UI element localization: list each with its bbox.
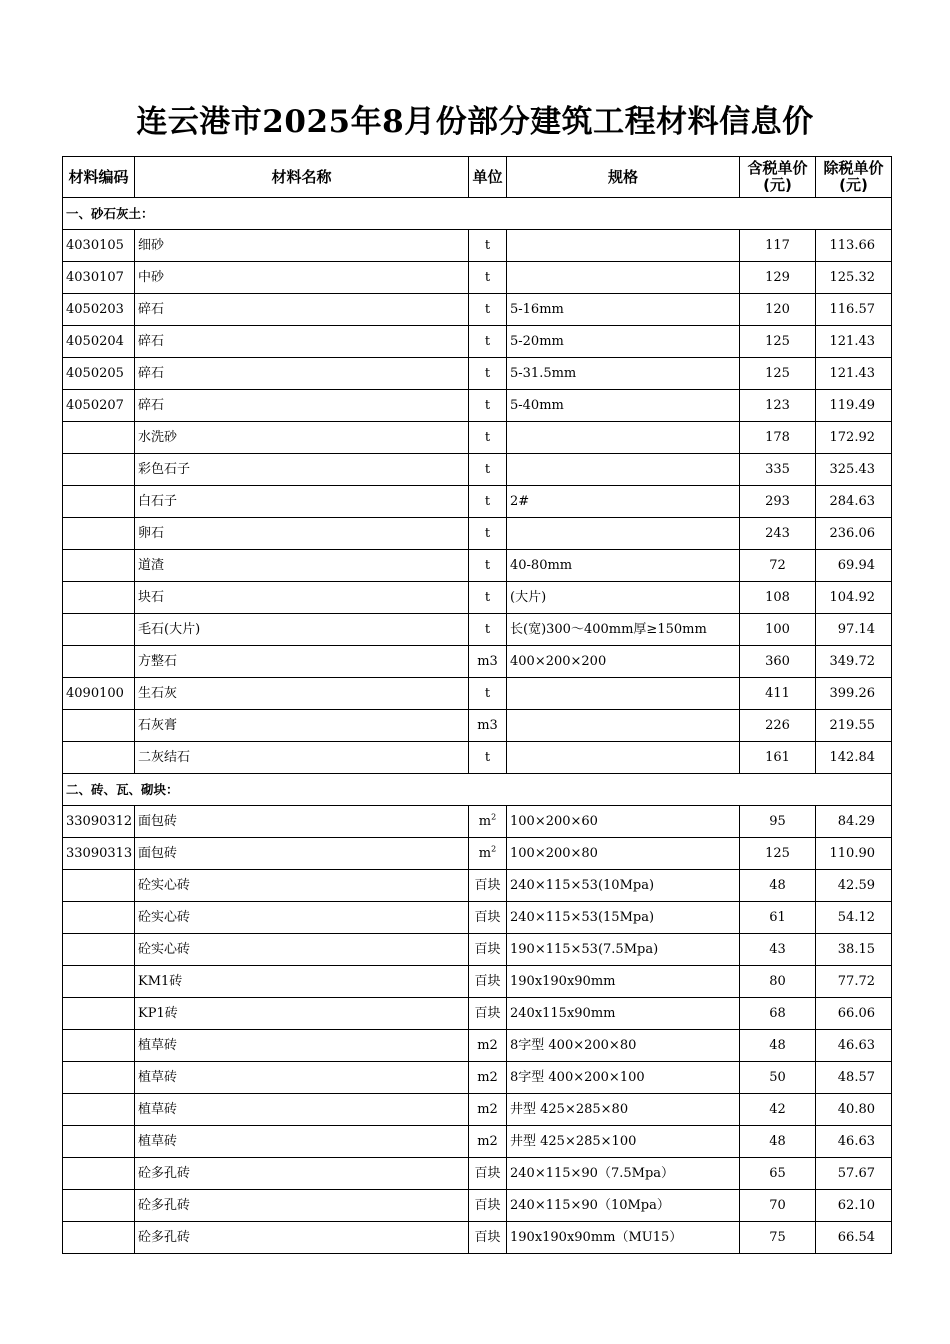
cell-unit: m2 [469,1094,507,1126]
cell-price-net: 77.72 [816,966,892,998]
cell-unit: m2 [469,1062,507,1094]
cell-unit: 百块 [469,934,507,966]
table-row [63,806,892,838]
cell-price-net: 69.94 [816,550,892,582]
cell-price-net: 66.06 [816,998,892,1030]
cell-spec [507,230,740,262]
cell-name: 面包砖 [135,806,469,838]
cell-spec: 240×115×53(15Mpa) [507,902,740,934]
cell-price-net: 113.66 [816,230,892,262]
section-title: 一、砂石灰土： [63,198,892,230]
cell-price-net: 48.57 [816,1062,892,1094]
cell-price-net: 399.26 [816,678,892,710]
cell-price-tax: 360 [740,646,816,678]
cell-price-net: 46.63 [816,1030,892,1062]
cell-spec: 8字型 400×200×100 [507,1062,740,1094]
cell-spec: 5-16mm [507,294,740,326]
cell-unit: 百块 [469,902,507,934]
cell-code: 4050205 [63,358,135,390]
section-row [63,774,892,806]
cell-name: 方整石 [135,646,469,678]
cell-code: 33090313 [63,838,135,870]
cell-price-tax: 178 [740,422,816,454]
cell-price-net: 219.55 [816,710,892,742]
table-row [63,326,892,358]
cell-price-net: 66.54 [816,1222,892,1254]
cell-code [63,742,135,774]
cell-spec [507,742,740,774]
cell-price-net: 40.80 [816,1094,892,1126]
cell-spec: 40-80mm [507,550,740,582]
cell-price-tax: 70 [740,1190,816,1222]
cell-name: 彩色石子 [135,454,469,486]
cell-unit: t [469,358,507,390]
table-row [63,1126,892,1158]
cell-spec: 长(宽)300～400mm厚≥150mm [507,614,740,646]
cell-unit: m3 [469,646,507,678]
cell-unit: t [469,230,507,262]
cell-code [63,422,135,454]
header-code: 材料编码 [63,157,135,198]
cell-unit: m2 [469,1126,507,1158]
cell-price-net: 38.15 [816,934,892,966]
table-row [63,358,892,390]
cell-price-net: 46.63 [816,1126,892,1158]
cell-spec: 8字型 400×200×80 [507,1030,740,1062]
section-row [63,198,892,230]
cell-price-tax: 75 [740,1222,816,1254]
cell-spec: 2# [507,486,740,518]
cell-code [63,966,135,998]
cell-name: 碎石 [135,390,469,422]
cell-code [63,1126,135,1158]
cell-price-net: 116.57 [816,294,892,326]
cell-spec: 190×115×53(7.5Mpa) [507,934,740,966]
table-row [63,262,892,294]
cell-code [63,518,135,550]
table-row [63,1030,892,1062]
cell-name: 细砂 [135,230,469,262]
cell-price-net: 54.12 [816,902,892,934]
cell-code: 4050203 [63,294,135,326]
cell-price-tax: 129 [740,262,816,294]
table-row [63,870,892,902]
table-row [63,614,892,646]
cell-price-tax: 120 [740,294,816,326]
cell-name: 碎石 [135,326,469,358]
cell-price-tax: 125 [740,358,816,390]
table-row [63,390,892,422]
cell-code: 4050204 [63,326,135,358]
header-price-tax: 含税单价(元) [740,157,816,198]
cell-spec [507,262,740,294]
cell-name: 石灰膏 [135,710,469,742]
cell-unit: t [469,262,507,294]
cell-name: 水洗砂 [135,422,469,454]
cell-code [63,1190,135,1222]
cell-code [63,486,135,518]
cell-name: 砼实心砖 [135,870,469,902]
cell-spec: 100×200×80 [507,838,740,870]
cell-price-net: 121.43 [816,326,892,358]
cell-unit [469,806,507,838]
cell-price-tax: 68 [740,998,816,1030]
header-spec: 规格 [507,157,740,198]
cell-price-tax: 100 [740,614,816,646]
cell-price-tax: 161 [740,742,816,774]
cell-name: 植草砖 [135,1126,469,1158]
cell-name: 中砂 [135,262,469,294]
table-row [63,422,892,454]
table-row [63,838,892,870]
cell-unit: 百块 [469,1222,507,1254]
cell-name: KP1砖 [135,998,469,1030]
table-row [63,902,892,934]
cell-unit: t [469,390,507,422]
table-row [63,454,892,486]
cell-price-net: 172.92 [816,422,892,454]
cell-name: 植草砖 [135,1030,469,1062]
table-row [63,1062,892,1094]
cell-unit: 百块 [469,1190,507,1222]
cell-price-tax: 411 [740,678,816,710]
table-row [63,1094,892,1126]
cell-code: 33090312 [63,806,135,838]
unit-superscript: 2 [491,844,497,854]
cell-spec: 240x115x90mm [507,998,740,1030]
cell-price-net: 236.06 [816,518,892,550]
cell-name: 砼多孔砖 [135,1190,469,1222]
cell-price-tax: 108 [740,582,816,614]
table-row [63,678,892,710]
cell-spec: 240×115×90（7.5Mpa） [507,1158,740,1190]
cell-code: 4030107 [63,262,135,294]
cell-name: 砼实心砖 [135,934,469,966]
cell-code [63,646,135,678]
cell-price-tax: 293 [740,486,816,518]
cell-code [63,1030,135,1062]
table-header [63,157,892,198]
cell-price-net: 84.29 [816,806,892,838]
cell-unit: 百块 [469,870,507,902]
cell-code [63,902,135,934]
cell-spec: 190x190x90mm [507,966,740,998]
cell-spec: 400×200×200 [507,646,740,678]
cell-name: 道渣 [135,550,469,582]
cell-name: 白石子 [135,486,469,518]
cell-spec: 5-20mm [507,326,740,358]
cell-price-tax: 72 [740,550,816,582]
cell-spec [507,678,740,710]
cell-spec: 5-40mm [507,390,740,422]
cell-spec [507,422,740,454]
cell-spec [507,710,740,742]
table-row [63,646,892,678]
cell-price-net: 104.92 [816,582,892,614]
table-row [63,230,892,262]
cell-price-tax: 243 [740,518,816,550]
cell-price-tax: 43 [740,934,816,966]
cell-price-tax: 48 [740,1030,816,1062]
cell-spec: 井型 425×285×80 [507,1094,740,1126]
table-row [63,710,892,742]
table-row [63,1222,892,1254]
header-price-net: 除税单价(元) [816,157,892,198]
cell-spec: 240×115×53(10Mpa) [507,870,740,902]
cell-price-net: 57.67 [816,1158,892,1190]
cell-code [63,998,135,1030]
cell-unit: m3 [469,710,507,742]
cell-name: 二灰结石 [135,742,469,774]
cell-spec: 100×200×60 [507,806,740,838]
cell-unit: t [469,326,507,358]
cell-price-tax: 335 [740,454,816,486]
cell-unit: 百块 [469,998,507,1030]
cell-price-net: 62.10 [816,1190,892,1222]
cell-price-net: 349.72 [816,646,892,678]
cell-price-tax: 42 [740,1094,816,1126]
cell-unit: t [469,678,507,710]
cell-price-tax: 48 [740,1126,816,1158]
cell-name: 植草砖 [135,1062,469,1094]
cell-code: 4030105 [63,230,135,262]
cell-price-tax: 117 [740,230,816,262]
unit-superscript: 2 [491,812,497,822]
section-title: 二、砖、瓦、砌块： [63,774,892,806]
cell-name: 生石灰 [135,678,469,710]
cell-name: 卵石 [135,518,469,550]
cell-price-net: 42.59 [816,870,892,902]
cell-code [63,454,135,486]
cell-code [63,870,135,902]
cell-unit: t [469,454,507,486]
table-row [63,518,892,550]
header-name: 材料名称 [135,157,469,198]
cell-name: 砼实心砖 [135,902,469,934]
cell-spec: 240×115×90（10Mpa） [507,1190,740,1222]
cell-unit: t [469,614,507,646]
table-row [63,1158,892,1190]
cell-price-net: 121.43 [816,358,892,390]
cell-spec [507,454,740,486]
cell-name: 毛石(大片) [135,614,469,646]
cell-price-net: 110.90 [816,838,892,870]
table-row [63,966,892,998]
cell-price-tax: 65 [740,1158,816,1190]
table-row [63,582,892,614]
cell-code [63,614,135,646]
table-row [63,934,892,966]
cell-price-net: 125.32 [816,262,892,294]
cell-code [63,710,135,742]
price-table [62,156,892,1254]
table-row [63,294,892,326]
cell-code [63,1222,135,1254]
cell-code [63,1062,135,1094]
cell-unit: t [469,422,507,454]
cell-code [63,1094,135,1126]
table-row [63,550,892,582]
cell-code [63,1158,135,1190]
cell-name: 碎石 [135,294,469,326]
cell-unit: t [469,486,507,518]
cell-unit: t [469,294,507,326]
cell-spec: 井型 425×285×100 [507,1126,740,1158]
cell-price-tax: 226 [740,710,816,742]
cell-name: 砼多孔砖 [135,1222,469,1254]
cell-unit: t [469,518,507,550]
cell-name: 砼多孔砖 [135,1158,469,1190]
cell-unit: t [469,582,507,614]
unit-text: m [478,845,492,861]
cell-price-tax: 125 [740,838,816,870]
cell-price-tax: 125 [740,326,816,358]
cell-code: 4050207 [63,390,135,422]
cell-code [63,582,135,614]
page-title: 连云港市2025年8月份部分建筑工程材料信息价 [136,104,814,140]
cell-price-tax: 80 [740,966,816,998]
cell-name: 植草砖 [135,1094,469,1126]
cell-spec [507,518,740,550]
cell-code: 4090100 [63,678,135,710]
header-unit: 单位 [469,157,507,198]
cell-name: 面包砖 [135,838,469,870]
cell-price-net: 142.84 [816,742,892,774]
cell-unit: t [469,550,507,582]
cell-unit: m2 [469,1030,507,1062]
cell-name: 碎石 [135,358,469,390]
cell-price-tax: 61 [740,902,816,934]
cell-price-net: 119.49 [816,390,892,422]
cell-price-tax: 50 [740,1062,816,1094]
unit-text: m [478,813,492,829]
cell-unit: 百块 [469,1158,507,1190]
cell-spec: 5-31.5mm [507,358,740,390]
cell-price-net: 284.63 [816,486,892,518]
table-row [63,1190,892,1222]
cell-price-net: 325.43 [816,454,892,486]
cell-spec: (大片) [507,582,740,614]
cell-code [63,934,135,966]
cell-code [63,550,135,582]
cell-name: KM1砖 [135,966,469,998]
table-row [63,998,892,1030]
cell-spec: 190x190x90mm（MU15） [507,1222,740,1254]
cell-unit: t [469,742,507,774]
cell-price-net: 97.14 [816,614,892,646]
cell-price-tax: 123 [740,390,816,422]
cell-price-tax: 95 [740,806,816,838]
table-row [63,486,892,518]
cell-price-tax: 48 [740,870,816,902]
cell-unit: 百块 [469,966,507,998]
cell-name: 块石 [135,582,469,614]
table-row [63,742,892,774]
cell-unit [469,838,507,870]
